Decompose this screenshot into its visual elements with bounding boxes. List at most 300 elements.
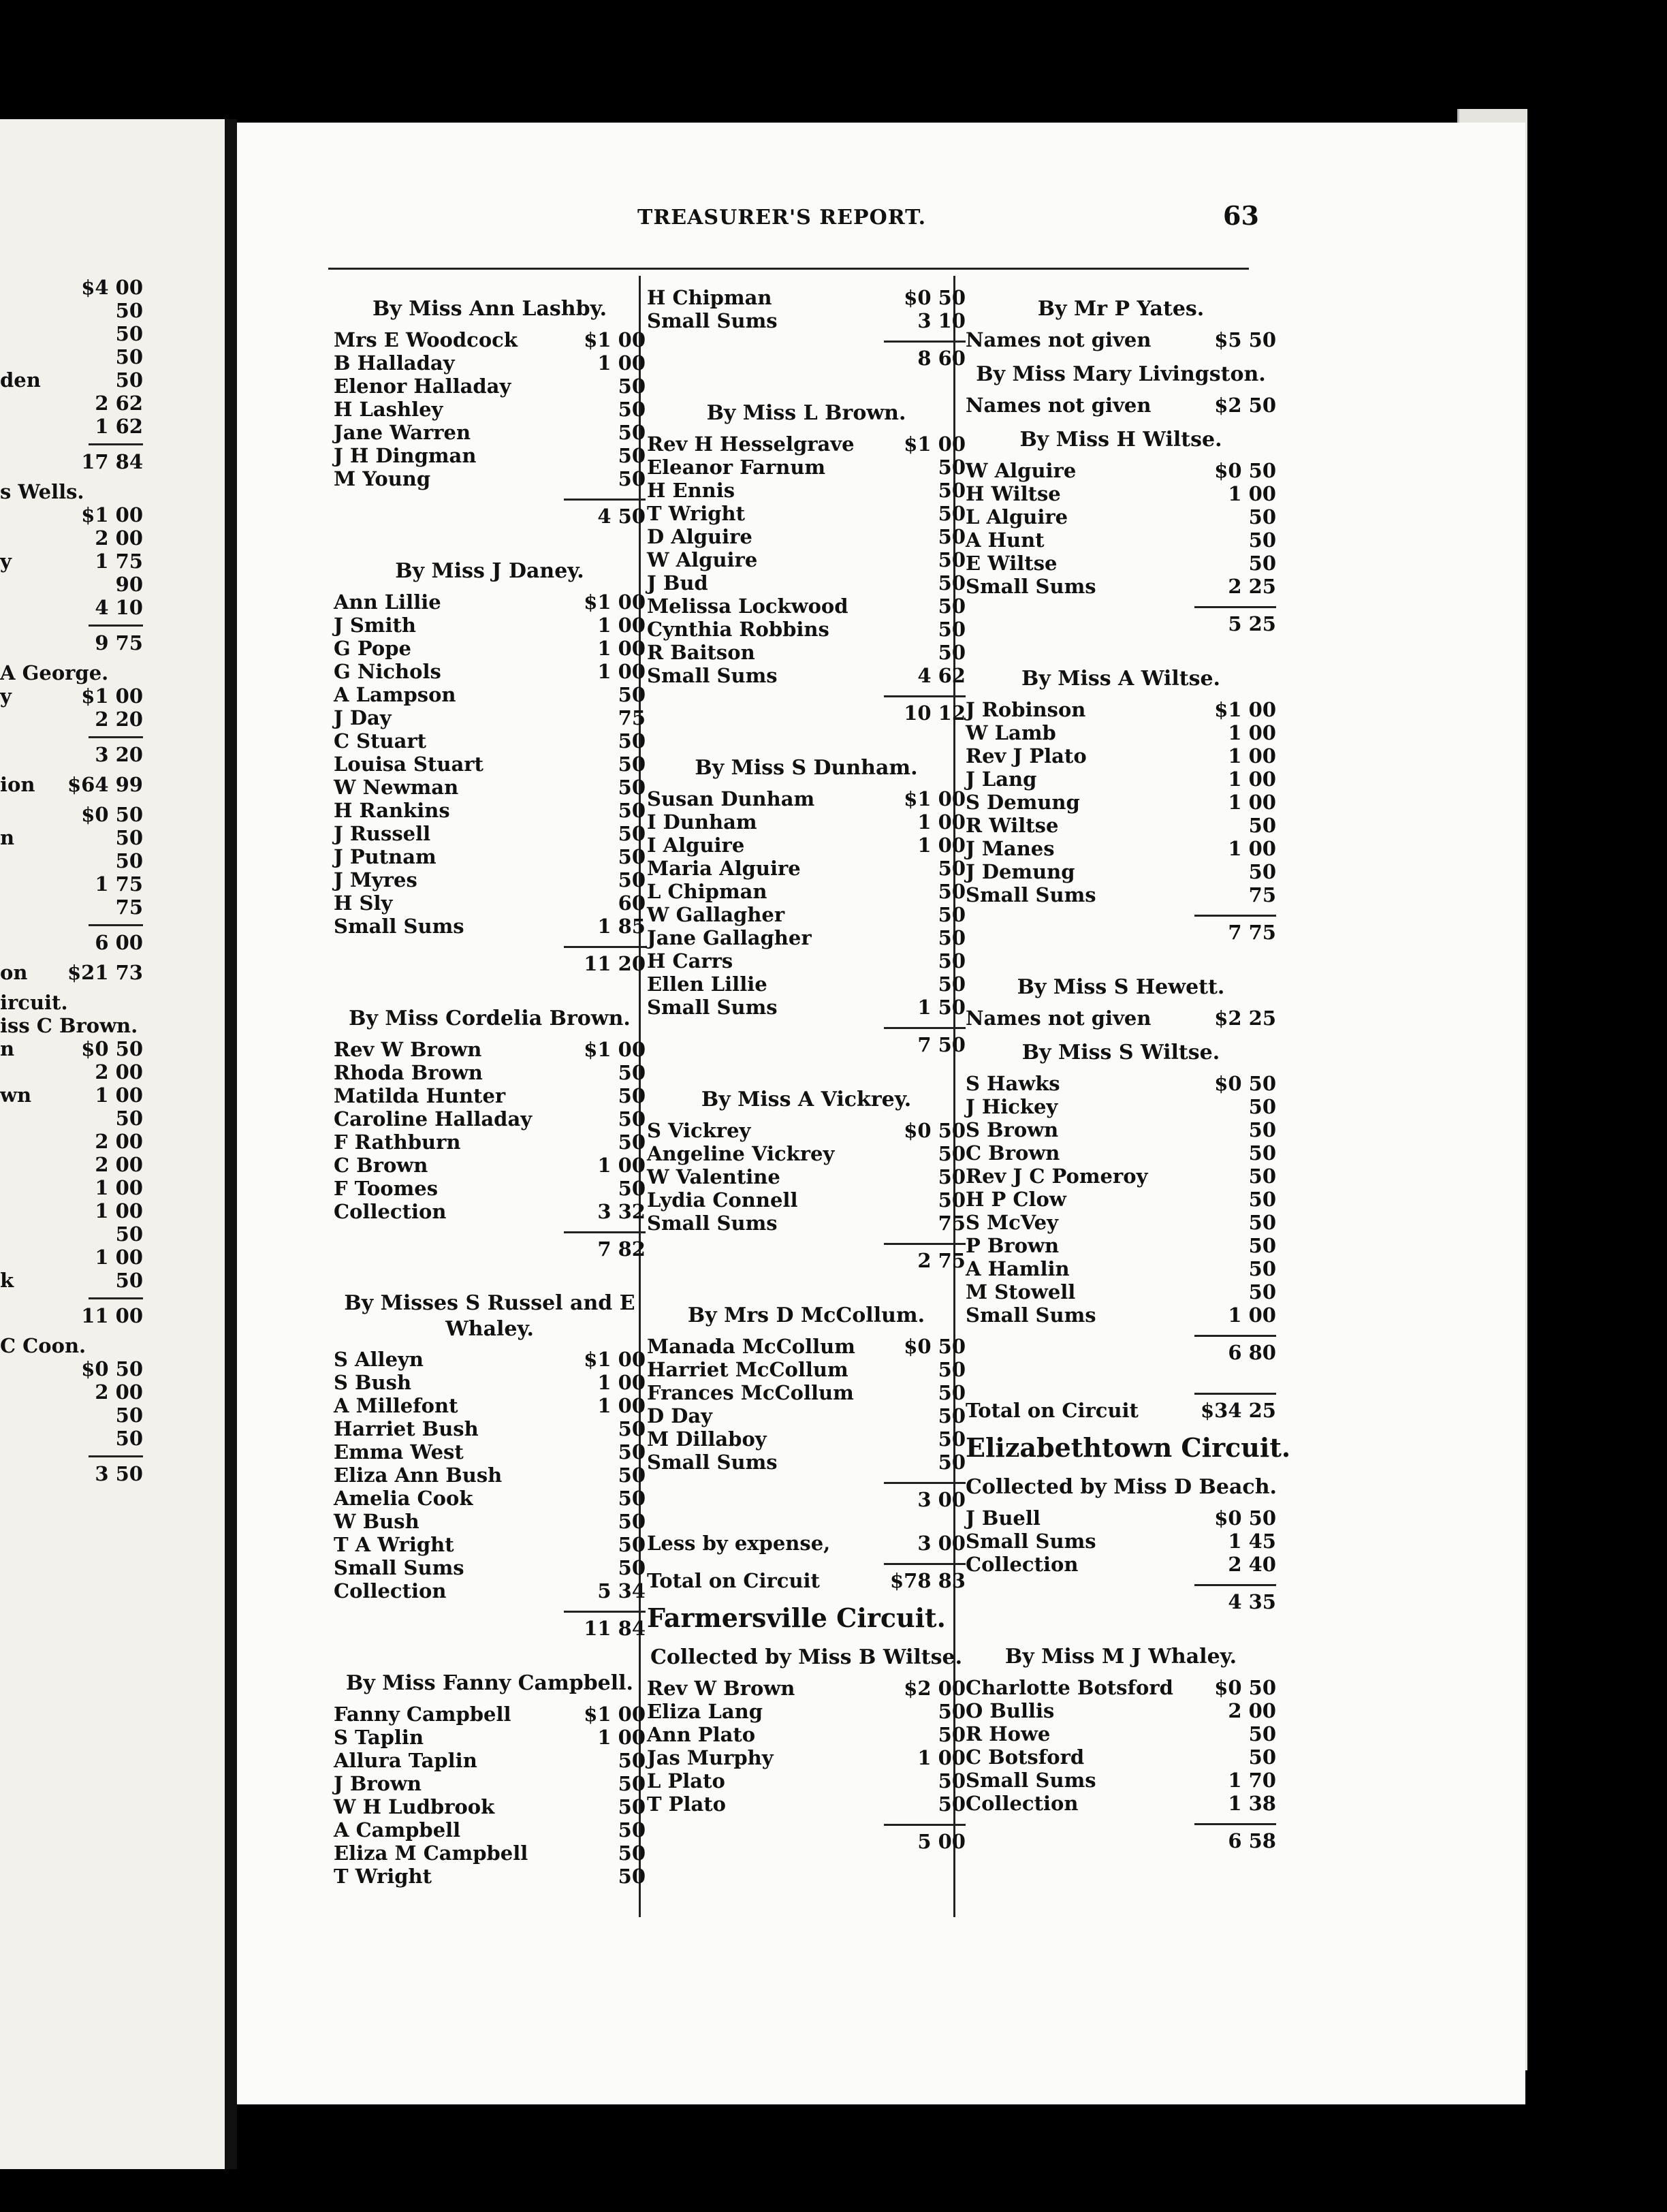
amount: 3 32 [597,1200,646,1223]
contributor-name: Angeline Vickrey [647,1142,835,1165]
contributor-name: Manada McCollum [647,1335,855,1358]
entry-row [334,1348,646,1371]
contributor-name: J Demung [966,860,1075,883]
fragment-amount: 17 84 [81,450,143,473]
entry-row [647,286,966,309]
entry-row [966,1745,1276,1769]
contributor-name: Jas Murphy [647,1746,774,1769]
sum-rule [1194,1335,1276,1337]
contributor-name: Eliza Ann Bush [334,1464,503,1487]
contributor-name: Small Sums [334,1556,464,1579]
section-heading: By Miss J Daney. [395,559,584,583]
contributor-name: F Rathburn [334,1131,461,1154]
entry-row [966,883,1276,906]
amount: 50 [618,444,646,467]
entry-row [966,1530,1276,1553]
contributor-name: Rev J C Pomeroy [966,1165,1148,1188]
entry-row [334,822,646,845]
entry-row [334,891,646,915]
fragment-text: iss C Brown. [0,1014,138,1037]
entry-row [334,753,646,776]
subtotal-row [647,1488,966,1511]
amount: 50 [1248,1722,1276,1745]
contributor-name: S Alleyn [334,1348,424,1371]
amount: $0 50 [904,1335,966,1358]
section-heading: By Mr P Yates. [1037,297,1205,321]
entry-row [647,834,966,857]
contributor-name: G Pope [334,637,411,660]
subtotal-row [966,1829,1276,1852]
contributor-name: A Lampson [334,683,456,706]
fragment-amount: 2 00 [95,526,143,550]
entry-row [334,660,646,683]
contributor-name: R Howe [966,1722,1051,1745]
amount: 1 38 [1228,1792,1276,1815]
fragment-row [0,368,143,392]
contributor-name: J Manes [966,837,1055,860]
fragment-row [0,596,143,619]
amount: 4 62 [917,664,966,687]
fragment-amount: 50 [115,826,143,849]
subtotal-amount: 11 20 [584,952,646,975]
entry-row [334,1703,646,1726]
contributor-name: Collection [334,1579,447,1602]
entry-row [334,706,646,729]
amount: 5 34 [597,1579,646,1602]
amount: 1 50 [917,996,966,1019]
subtotal-amount: 2 75 [917,1249,966,1272]
amount: 50 [938,857,966,880]
amount: 50 [1248,528,1276,552]
entry-row [647,548,966,571]
contributor-name: J Day [334,706,392,729]
fragment-text: ion [0,773,35,796]
amount: 50 [618,753,646,776]
contributor-name: W Bush [334,1510,419,1533]
amount: $1 00 [584,1703,646,1726]
entry-row [334,776,646,799]
amount: 1 00 [1228,744,1276,768]
amount: $34 25 [1201,1399,1276,1422]
section-heading: By Miss A Vickrey. [701,1088,912,1111]
contributor-name: Collection [966,1792,1079,1815]
fragment-row [0,276,143,299]
section-heading: By Miss H Wiltse. [1019,428,1222,452]
contributor-name: J Putnam [334,845,436,868]
entry-row [966,1280,1276,1304]
subtotal-row [647,1830,966,1853]
entry-row [334,868,646,891]
amount: 1 00 [1228,721,1276,744]
entry-row [966,1399,1276,1422]
entry-row [647,502,966,525]
entry-row [334,1038,646,1061]
amount: 50 [938,1769,966,1792]
amount: $0 50 [1214,459,1276,482]
contributor-name: Mrs E Woodcock [334,328,518,351]
amount: 50 [618,375,646,398]
fragment-amount: 50 [115,368,143,392]
fragment-amount: $1 00 [81,503,143,526]
contributor-name: Eliza M Campbell [334,1842,528,1865]
section-heading: By Miss Fanny Campbell. [346,1671,633,1695]
section-heading: By Miss Cordelia Brown. [349,1007,631,1030]
contributor-name: Eliza Lang [647,1700,763,1723]
entry-row [966,744,1276,768]
entry-row [966,1553,1276,1576]
amount: 1 00 [597,660,646,683]
section-heading: By Miss M J Whaley. [1004,1645,1237,1669]
entry-row [334,1417,646,1440]
entry-row [647,525,966,548]
entry-row [334,1177,646,1200]
amount: $1 00 [584,1348,646,1371]
contributor-name: J Lang [966,768,1037,791]
amount: 50 [1248,1095,1276,1118]
amount: $2 00 [904,1677,966,1700]
entry-row [334,1371,646,1394]
fragment-row [0,684,143,708]
column-1 [334,286,646,2212]
entry-row [334,1464,646,1487]
subtotal-amount: 6 80 [1228,1341,1276,1364]
amount: 50 [938,479,966,502]
amount: 1 00 [917,834,966,857]
entry-row [334,1131,646,1154]
contributor-name: J Hickey [966,1095,1058,1118]
contributor-name: A Hamlin [966,1257,1070,1280]
amount: 50 [618,1556,646,1579]
contributor-name: Names not given [966,394,1152,417]
amount: 50 [618,1487,646,1510]
fragment-amount: 50 [115,1107,143,1130]
sum-rule [884,341,966,343]
contributor-name: W Lamb [966,721,1056,744]
contributor-name: B Halladay [334,351,455,375]
amount: 75 [618,706,646,729]
entry-row [647,1746,966,1769]
entry-row [334,1200,646,1223]
contributor-name: H Rankins [334,799,450,822]
column-2 [647,286,966,2212]
entry-row [334,799,646,822]
fragment-amount: 90 [115,573,143,596]
entry-row [966,1072,1276,1095]
amount: 50 [938,618,966,641]
amount: 50 [618,1842,646,1865]
sum-rule [89,625,143,627]
fragment-text: ircuit. [0,991,68,1014]
entry-row [966,505,1276,528]
contributor-name: T Plato [647,1792,727,1816]
fragment-row [0,503,143,526]
contributor-name: C Brown [966,1141,1060,1165]
amount: 1 00 [1228,791,1276,814]
entry-row [647,309,966,332]
entry-row [334,1842,646,1865]
contributor-name: Small Sums [966,1769,1096,1792]
amount: $0 50 [1214,1072,1276,1095]
amount: 50 [1248,1257,1276,1280]
fragment-amount: 1 75 [95,872,143,896]
amount: $0 50 [1214,1506,1276,1530]
contributor-name: W Valentine [647,1165,780,1188]
contributor-name: Total on Circuit [647,1569,820,1592]
entry-row [966,1769,1276,1792]
entry-row [334,1818,646,1842]
fragment-text: wn [0,1084,32,1107]
entry-row [647,1769,966,1792]
fragment-row [0,550,143,573]
subtotal-amount: 7 75 [1228,921,1276,944]
amount: 1 00 [917,1746,966,1769]
entry-row [647,903,966,926]
fragment-amount: $0 50 [81,803,143,826]
entry-row [334,637,646,660]
section-heading: By Miss S Hewett. [1017,975,1225,999]
subtotal-row [966,1341,1276,1364]
contributor-name: I Alguire [647,834,745,857]
entry-row [334,1061,646,1084]
contributor-name: Cynthia Robbins [647,618,829,641]
fragment-row [0,1014,143,1037]
amount: 1 00 [597,1371,646,1394]
spacer [334,1640,646,1660]
entry-row [647,1700,966,1723]
entry-row [966,552,1276,575]
sum-rule [89,1455,143,1457]
amount: 50 [938,1792,966,1816]
amount: 1 00 [597,614,646,637]
fragment-text: y [0,684,12,708]
entry-row [647,479,966,502]
entry-row [334,328,646,351]
fragment-amount: 75 [115,896,143,919]
fragment-amount: 11 00 [81,1304,143,1327]
entry-row [966,1699,1276,1722]
amount: $2 25 [1214,1007,1276,1030]
amount: 50 [618,1464,646,1487]
fragment-row [0,1084,143,1107]
entry-row [966,860,1276,883]
contributor-name: Frances McCollum [647,1381,854,1404]
subtotal-amount: 5 00 [917,1830,966,1853]
contributor-name: Small Sums [334,915,464,938]
contributor-name: A Hunt [966,528,1045,552]
fragment-row [0,803,143,826]
contributor-name: W Alguire [966,459,1077,482]
contributor-name: A Millefont [334,1394,458,1417]
contributor-name: Rhoda Brown [334,1061,483,1084]
contributor-name: C Botsford [966,1745,1085,1769]
entry-row [334,1533,646,1556]
contributor-name: C Stuart [334,729,427,753]
amount: $1 00 [1214,698,1276,721]
amount: 50 [618,1533,646,1556]
contributor-name: J Myres [334,868,417,891]
fragment-row [0,1130,143,1153]
entry-row [966,814,1276,837]
fragment-text: s Wells. [0,480,84,503]
contributor-name: Eleanor Farnum [647,456,826,479]
contributor-name: J Robinson [966,698,1086,721]
amount: 50 [938,949,966,973]
fragment-row [0,991,143,1014]
contributor-name: Charlotte Botsford [966,1676,1173,1699]
entry-row [647,1381,966,1404]
amount: 50 [618,729,646,753]
amount: 50 [938,571,966,595]
fragment-row [0,1427,143,1450]
amount: 50 [618,1417,646,1440]
fragment-amount: 1 00 [95,1199,143,1222]
sum-rule [564,499,646,501]
entry-row [966,698,1276,721]
subtotal-row [966,612,1276,635]
amount: 50 [938,1700,966,1723]
entry-row [647,973,966,996]
subtotal-amount: 8 60 [917,347,966,370]
contributor-name: E Wiltse [966,552,1058,575]
amount: 75 [938,1212,966,1235]
fragment-amount: 50 [115,299,143,322]
amount: 50 [618,1107,646,1131]
fragment-row [0,896,143,919]
amount: 50 [938,525,966,548]
contributor-name: Small Sums [647,664,778,687]
contributor-name: A Campbell [334,1818,461,1842]
entry-row [647,456,966,479]
entry-row [647,1677,966,1700]
contributor-name: R Wiltse [966,814,1059,837]
contributor-name: J Smith [334,614,416,637]
contributor-name: S McVey [966,1211,1058,1234]
amount: 50 [618,1772,646,1795]
amount: 50 [618,1131,646,1154]
column-3 [966,286,1291,2212]
amount: $2 50 [1214,394,1276,417]
contributor-name: Small Sums [966,1304,1096,1327]
amount: 50 [938,1404,966,1427]
entry-row [647,1427,966,1451]
contributor-name: L Chipman [647,880,767,903]
fragment-row [0,961,143,984]
spacer [966,1852,1276,1873]
amount: 50 [1248,505,1276,528]
entry-row [647,641,966,664]
contributor-name: H Sly [334,891,393,915]
amount: 3 00 [917,1532,966,1555]
entry-row [647,1792,966,1816]
subtotal-row [966,1590,1276,1613]
fragment-amount: 2 00 [95,1380,143,1404]
entry-row [647,1723,966,1746]
fragment-row [0,1037,143,1060]
fragment-amount: 2 62 [95,392,143,415]
fragment-text: on [0,961,28,984]
amount: 50 [938,1188,966,1212]
contributor-name: Ann Plato [647,1723,756,1746]
amount: 50 [938,1451,966,1474]
sum-rule [89,1297,143,1299]
fragment-row [0,415,143,438]
amount: 50 [938,548,966,571]
contributor-name: Melissa Lockwood [647,595,848,618]
fragment-amount: 50 [115,1404,143,1427]
contributor-name: S Bush [334,1371,412,1394]
fragment-amount: 4 10 [95,596,143,619]
amount: 1 00 [597,1726,646,1749]
fragment-text: C Coon. [0,1334,86,1357]
section-heading: By Miss S Wiltse. [1021,1041,1220,1064]
entry-row [334,1440,646,1464]
subtotal-amount: 6 58 [1228,1829,1276,1852]
section-heading: By Misses S Russel and E Whaley. [344,1291,635,1341]
entry-row [334,351,646,375]
fragment-text: n [0,1037,15,1060]
amount: 1 00 [1228,482,1276,505]
section-heading: By Miss Mary Livingston. [976,362,1266,386]
subtotal-row [966,921,1276,944]
entry-row [647,1142,966,1165]
contributor-name: T A Wright [334,1533,454,1556]
amount: 50 [618,1795,646,1818]
entry-row [647,1532,966,1555]
amount: $0 50 [1214,1676,1276,1699]
amount: 1 70 [1228,1769,1276,1792]
contributor-name: H Ennis [647,479,735,502]
fragment-amount: 50 [115,1269,143,1292]
fragment-text: den [0,368,41,392]
entry-row [966,837,1276,860]
entry-row [647,571,966,595]
amount: 60 [618,891,646,915]
amount: 50 [938,1723,966,1746]
contributor-name: J H Dingman [334,444,477,467]
fragment-row [0,1060,143,1084]
spacer [334,1261,646,1281]
entry-row [647,664,966,687]
contributor-name: W Newman [334,776,459,799]
sum-rule [884,1027,966,1029]
amount: 50 [1248,1118,1276,1141]
fragment-amount: 2 00 [95,1130,143,1153]
entry-row [647,926,966,949]
contributor-name: Amelia Cook [334,1487,473,1510]
fragment-row [0,526,143,550]
contributor-name: Harriet McCollum [647,1358,848,1381]
fragment-amount: $1 00 [81,684,143,708]
contributor-name: H Chipman [647,286,772,309]
fragment-text: k [0,1269,14,1292]
amount: 3 10 [917,309,966,332]
contributor-name: W Gallagher [647,903,785,926]
entry-row [334,1394,646,1417]
amount: 50 [618,1818,646,1842]
contributor-name: Matilda Hunter [334,1084,506,1107]
amount: $78 83 [890,1569,966,1592]
amount: 1 00 [1228,837,1276,860]
contributor-name: S Brown [966,1118,1059,1141]
contributor-name: L Alguire [966,505,1068,528]
amount: 50 [1248,1234,1276,1257]
fragment-amount: 1 75 [95,550,143,573]
fragment-row [0,849,143,872]
entry-row [647,949,966,973]
contributor-name: Jane Warren [334,421,471,444]
spacer [334,975,646,996]
entry-row [334,421,646,444]
